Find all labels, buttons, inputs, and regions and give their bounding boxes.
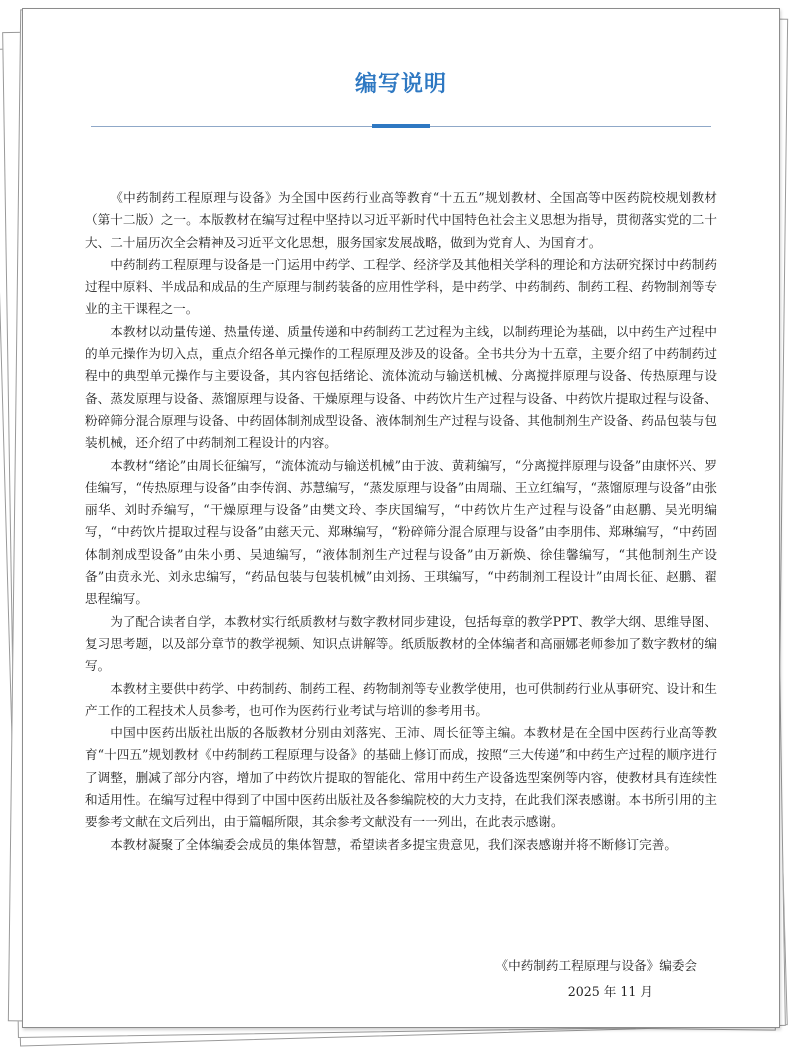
signature-committee: 《中药制药工程原理与设备》编委会 <box>495 958 697 973</box>
document-page <box>22 8 780 1028</box>
paragraph: 中国中医药出版社出版的各版教材分别由刘落宪、王沛、周长征等主编。本教材是在全国中医药行业高等教育“十四五”规划教材《中药制药工程原理与设备》的基础上修订而成，按照“三大传递”和中药生产过程的顺序进行了调整，删减了部分内容，增加了中药饮片提取的智能化、常用中药生产设备选型案例等内容，使教材具有连续性和适用性。在编写过程中得到了中国中医药出版社及各参编院校的大力支持，在此我们深表感谢。本书所引用的主要参考文献在文后列出，由于篇幅所限，其余参考文献没有一一列出，在此表示感谢。 <box>85 725 717 830</box>
page-title: 编写说明 <box>354 72 447 97</box>
title-divider-accent <box>372 124 430 128</box>
paragraph: 本教材凝聚了全体编委会成员的集体智慧，希望读者多提宝贵意见，我们深表感谢并将不断修订完善。 <box>110 836 677 852</box>
body-text <box>85 187 717 856</box>
paragraph: 《中药制药工程原理与设备》为全国中医药行业高等教育“十五五”规划教材、全国高等中医药院校规划教材（第十二版）之一。本版教材在编写过程中坚持以习近平新时代中国特色社会主义思想为指导，贯彻落实党的二十大、二十届历次全会精神及习近平文化思想，服务国家发展战略，做到为党育人、为国育才。 <box>85 190 717 250</box>
paragraph: 本教材以动量传递、热量传递、质量传递和中药制药工艺过程为主线，以制药理论为基础，以中药生产过程中的单元操作为切入点，重点介绍各单元操作的工程原理及涉及的设备。全书共分为十五章，主要介绍了中药制药过程中的典型单元操作与主要设备，其内容包括绪论、流体流动与输送机械、分离搅拌原理与设备、传热原理与设备、蒸发原理与设备、蒸馏原理与设备、干燥原理与设备、中药饮片生产过程与设备、中药饮片提取过程与设备、粉碎筛分混合原理与设备、中药固体制剂成型设备、液体制剂生产过程与设备、其他制剂生产设备、药品包装与包装机械，还介绍了中药制剂工程设计的内容。 <box>85 323 717 451</box>
paragraph: 中药制药工程原理与设备是一门运用中药学、工程学、经济学及其他相关学科的理论和方法研究探讨中药制药过程中原料、半成品和成品的生产原理与制药装备的应用性学科，是中药学、中药制药、制药工程、药物制剂等专业的主干课程之一。 <box>85 256 717 317</box>
paragraph: 本教材主要供中药学、中药制药、制药工程、药物制剂等专业教学使用，也可供制药行业从事研究、设计和生产工作的工程技术人员参考，也可作为医药行业考试与培训的参考用书。 <box>85 680 717 718</box>
paragraph: 本教材“绪论”由周长征编写，“流体流动与输送机械”由于波、黄莉编写，“分离搅拌原理与设备”由康怀兴、罗佳编写，“传热原理与设备”由李传润、苏慧编写，“蒸发原理与设备”由周瑞、王立红编写，“蒸馏原理与设备”由张丽华、刘时乔编写，“干燥原理与设备”由樊文玲、李庆国编写，“中药饮片生产过程与设备”由赵鹏、吴光明编写，“中药饮片提取过程与设备”由慈天元、郑琳编写，“粉碎筛分混合原理与设备”由李朋伟、郑琳编写，“中药固体制剂成型设备”由朱小勇、吴迪编写，“液体制剂生产过程与设备”由万新焕、徐佳馨编写，“其他制剂生产设备”由贲永光、刘永忠编写，“药品包装与包装机械”由刘扬、王琪编写，“中药制剂工程设计”由周长征、赵鹏、翟思程编写。 <box>85 457 717 607</box>
paragraph: 为了配合读者自学，本教材实行纸质教材与数字教材同步建设，包括每章的教学PPT、教学大纲、思维导图、复习思考题，以及部分章节的教学视频、知识点讲解等。纸质版教材的全体编者和高丽娜老师参加了数字教材的编写。 <box>85 613 717 674</box>
signature-date: 2025 年 11 月 <box>567 984 653 999</box>
